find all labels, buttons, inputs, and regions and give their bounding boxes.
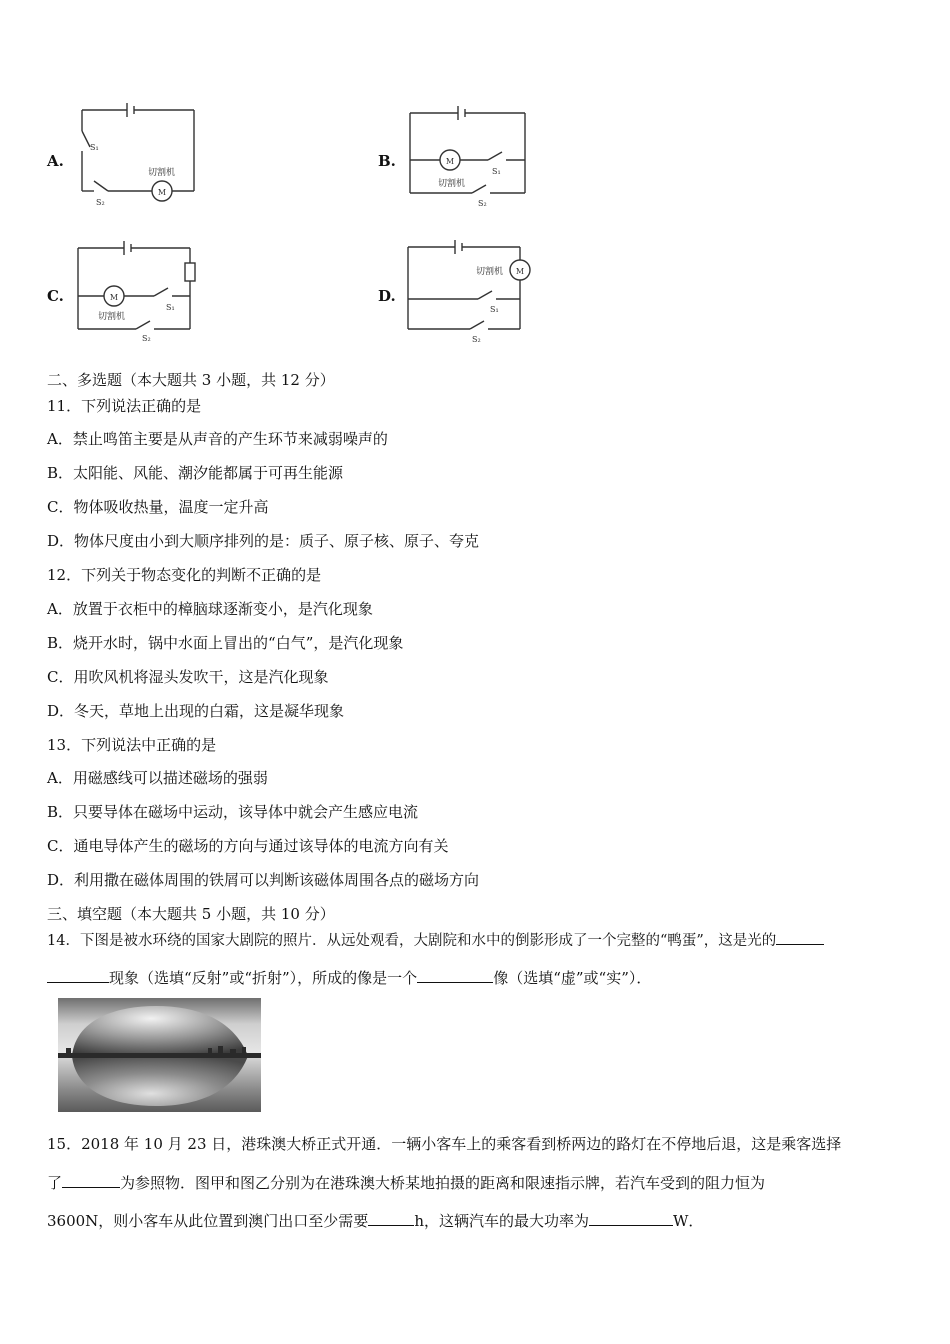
section-title-fill-in: 三、填空题（本大题共 5 小题，共 10 分） [47, 905, 335, 923]
question-15-text: h，这辆汽车的最大功率为 [414, 1212, 589, 1230]
question-15-text: 为参照物．图甲和图乙分别为在港珠澳大桥某地拍摄的距离和限速指示牌，若汽车受到的阻力恒为 [120, 1174, 766, 1192]
question-12-option-d: D．冬天，草地上出现的白霜，这是凝华现象 [47, 702, 345, 720]
question-13-option-a: A．用磁感线可以描述磁场的强弱 [47, 769, 268, 787]
motor-symbol: M [515, 267, 525, 276]
question-12-option-b: B．烧开水时，锅中水面上冒出的“白气”，是汽化现象 [47, 634, 404, 652]
question-15-text: W． [672, 1212, 704, 1230]
option-c-letter: C. [47, 287, 64, 305]
question-14-text: 14．下图是被水环绕的国家大剧院的照片．从远处观看，大剧院和水中的倒影形成了一个完整的“鸭蛋”，这是光的 [47, 933, 777, 949]
motor-symbol: M [445, 157, 455, 166]
motor-symbol: M [109, 293, 119, 302]
question-14-line-2 [47, 967, 651, 988]
switch-s1-label: S₁ [490, 305, 499, 314]
switch-s1-label: S₁ [166, 303, 175, 312]
switch-s1-label: S₁ [90, 143, 99, 152]
switch-s1-label: S₁ [492, 167, 501, 176]
answer-blank[interactable] [62, 1172, 120, 1188]
question-12-option-a: A．放置于衣柜中的樟脑球逐渐变小，是汽化现象 [47, 600, 373, 618]
motor-label: 切割机 [476, 267, 504, 277]
question-12-stem: 12．下列关于物态变化的判断不正确的是 [47, 566, 322, 584]
circuit-diagram-d [400, 232, 540, 347]
motor-label: 切割机 [438, 179, 466, 189]
question-11-option-a: A．禁止鸣笛主要是从声音的产生环节来减弱噪声的 [47, 430, 388, 448]
circuit-diagram-b [400, 98, 540, 213]
answer-blank[interactable] [417, 967, 493, 983]
question-14-line-1 [47, 929, 824, 951]
question-13-option-c: C．通电导体产生的磁场的方向与通过该导体的电流方向有关 [47, 837, 449, 855]
question-11-stem: 11．下列说法正确的是 [47, 397, 202, 415]
question-14-text: 现象（选填“反射”或“折射”），所成的像是一个 [109, 969, 418, 987]
question-13-option-b: B．只要导体在磁场中运动，该导体中就会产生感应电流 [47, 803, 419, 821]
circuit-diagram-c [70, 233, 210, 348]
grand-theatre-photo [58, 998, 261, 1112]
motor-symbol: M [157, 188, 167, 197]
question-15-text: 3600N，则小客车从此位置到澳门出口至少需要 [47, 1212, 369, 1230]
question-11-option-c: C．物体吸收热量，温度一定升高 [47, 498, 269, 516]
question-15-line-3 [47, 1210, 703, 1231]
section-title-multiple-choice: 二、多选题（本大题共 3 小题，共 12 分） [47, 371, 335, 389]
question-13-option-d: D．利用撒在磁体周围的铁屑可以判断该磁体周围各点的磁场方向 [47, 871, 480, 889]
answer-blank[interactable] [589, 1210, 673, 1226]
motor-label: 切割机 [148, 168, 176, 178]
switch-s2-label: S₂ [142, 334, 151, 343]
switch-s2-label: S₂ [96, 198, 105, 207]
option-b-letter: B. [378, 152, 396, 170]
answer-blank[interactable] [368, 1210, 414, 1226]
switch-s2-label: S₂ [478, 199, 487, 208]
answer-blank[interactable] [776, 929, 824, 945]
question-15-line-1: 15．2018 年 10 月 23 日，港珠澳大桥正式开通．一辆小客车上的乘客看到桥两边的路灯在不停地后退，这是乘客选择 [47, 1135, 842, 1153]
question-15-text: 了 [47, 1174, 63, 1192]
option-d-letter: D. [378, 287, 396, 305]
question-11-option-b: B．太阳能、风能、潮汐能都属于可再生能源 [47, 464, 344, 482]
option-a-letter: A. [47, 152, 64, 170]
question-13-stem: 13．下列说法中正确的是 [47, 736, 217, 754]
question-11-option-d: D．物体尺度由小到大顺序排列的是：质子、原子核、原子、夸克 [47, 532, 480, 550]
answer-blank[interactable] [47, 967, 109, 983]
question-15-line-2 [47, 1172, 765, 1193]
question-14-text: 像（选填“虚”或“实”）． [493, 969, 652, 987]
circuit-diagram-a [70, 95, 210, 215]
motor-label: 切割机 [98, 312, 126, 322]
switch-s2-label: S₂ [472, 335, 481, 344]
question-12-option-c: C．用吹风机将湿头发吹干，这是汽化现象 [47, 668, 329, 686]
